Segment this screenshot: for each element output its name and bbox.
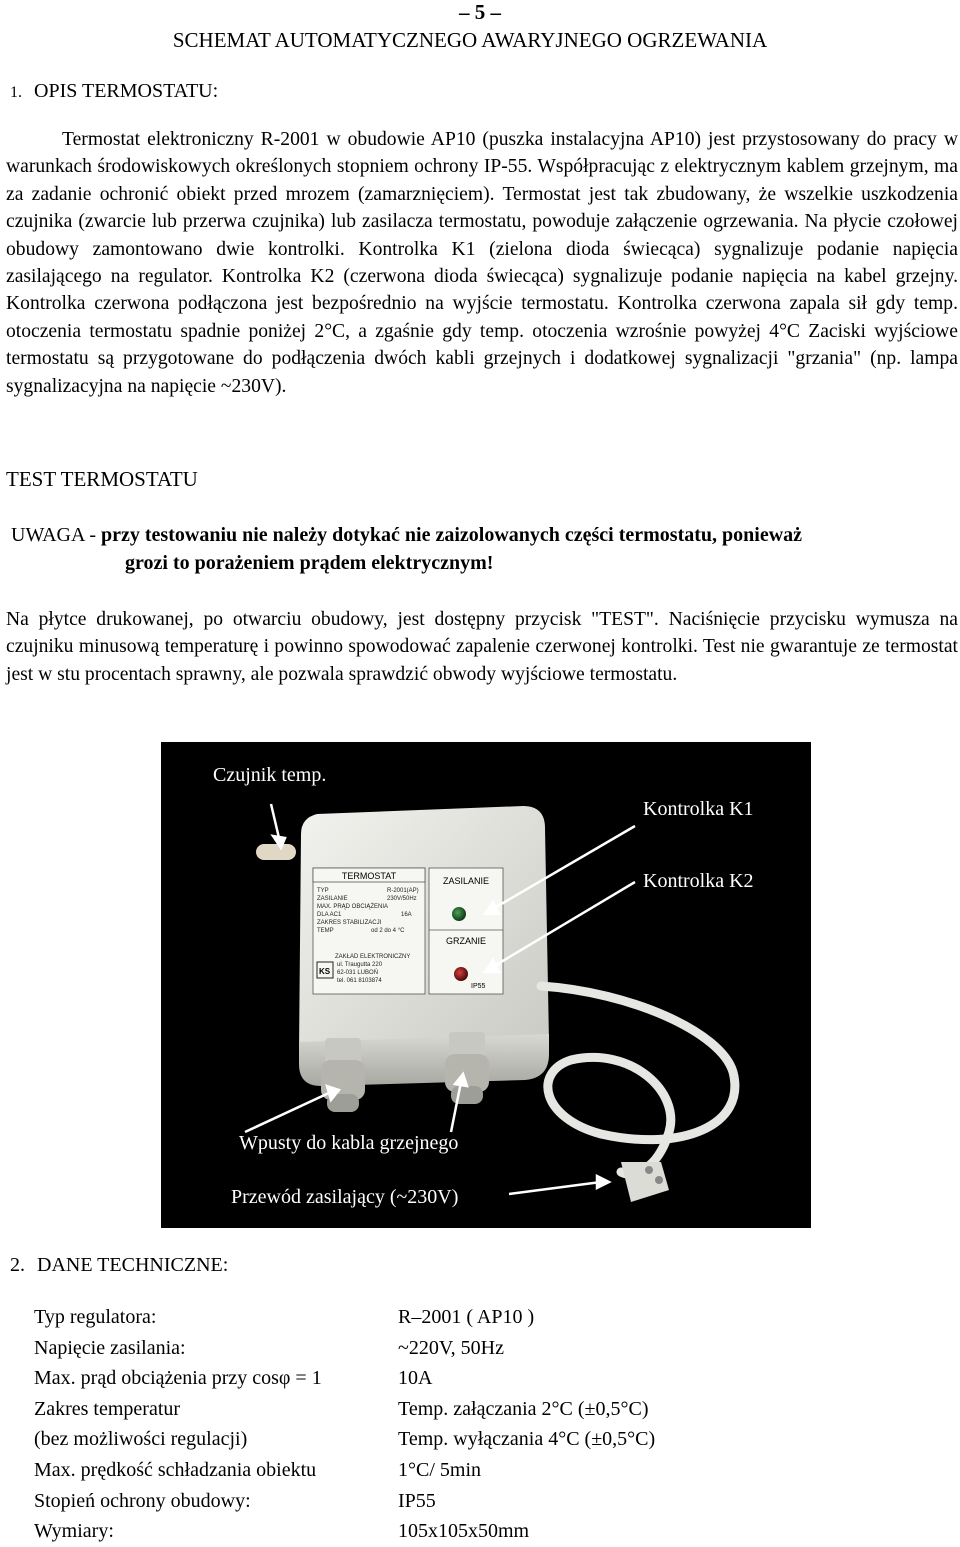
page-title: SCHEMAT AUTOMATYCZNEGO AWARYJNEGO OGRZEWANIA [172,28,768,52]
label-zakres: ZAKRES STABILIZACJI [317,920,382,926]
thermostat-description: Termostat elektroniczny R-2001 w obudowie AP10 (puszka instalacyjna AP10) jest przystosowany do pracy w warunkach środowiskowych określonych stopniem ochrony IP-55. Współpracując z elektrycznym kablem grzejnym, ma za zadanie ochronić obiekt przed mrozem (zamarznięciem). Termostat jest tak zbudowany, że wszelkie uszkodzenia czujnika (zwarcie lub przerwa czujnika) lub zasilacza termostatu, powoduje załączenie ogrzewania. Na płycie czołowej obudowy zamontowano dwie kontrolki. Kontrolka K1 (zielona dioda świecąca) sygnalizuje podanie napięcia zasilającego na regulator. Kontrolka K2 (czerwona dioda świecąca) sygnalizuje podanie napięcia na kabel grzejny. Kontrolka czerwona podłączona jest bezpośrednio na wyjście termostatu. Kontrolka czerwona zapala sił gdy temp. otoczenia termostatu spadnie poniżej 2°C, a zgaśnie gdy temp. otoczenia wzrośnie powyżej 4°C Zaciski wyjściowe termostatu są przygotowane do podłączenia dwóch kabli grzejnych i dodatkowej sygnalizacji "grzania" (np. lampa sygnalizacyjna na napięcie ~230V). [6,129,958,397]
label-temp: TEMP [317,928,334,934]
spec-label: Max. prędkość schładzania obiektu [34,1458,317,1481]
device-title: TERMOSTAT [341,871,397,881]
caption-sensor: Czujnik temp. [213,764,327,786]
spec-label: Typ regulatora: [34,1306,157,1328]
label-tel: tel. 061 8103874 [337,978,382,984]
spec-value: Temp. wyłączania 4°C (±0,5°C) [398,1428,656,1451]
caption-k2: Kontrolka K2 [643,870,754,892]
spec-value: 105x105x50mm [398,1520,530,1543]
label-typ-val: R-2001(AP) [387,888,419,894]
spec-value: ~220V, 50Hz [398,1336,505,1359]
warning-dash: - [84,524,102,546]
label-addr1: ul. Traugutta 220 [337,962,383,968]
cable-gland-left [321,1038,365,1112]
power-label: ZASILANIE [442,876,490,886]
section-number: 1. [10,84,22,101]
green-led-k1 [452,907,466,921]
label-max: MAX. PRĄD OBCIĄŻENIA [317,904,389,910]
label-temp-val: od 2 do 4 °C [371,928,405,934]
label-addr2: 62-031 LUBOŃ [337,970,379,976]
ip-label: IP55 [471,983,486,990]
spec-value: R–2001 ( AP10 ) [398,1306,535,1328]
page-number: – 5 – [459,0,501,24]
power-cable [541,986,735,1174]
cable-gland-right [445,1032,489,1104]
spec-label: Napięcie zasilania: [34,1336,186,1359]
heating-label: GRZANIE [445,936,487,946]
label-maker: ZAKŁAD ELEKTRONICZNY [335,954,411,960]
spec-value: 1°C/ 5min [398,1458,482,1481]
thermostat-photo [161,742,811,1228]
spec-label: (bez możliwości regulacji) [34,1428,248,1451]
spec-label: Max. prąd obciążenia przy cosφ = 1 [34,1367,322,1390]
spec-label: Zakres temperatur [34,1397,181,1420]
label-zasilanie-val: 230V/50Hz [387,896,417,902]
warning-line-2: grozi to porażeniem prądem elektrycznym! [125,552,494,574]
test-heading: TEST TERMOSTATU [6,467,198,491]
spec-label: Stopień ochrony obudowy: [34,1489,251,1512]
label-dla-val: 16A [401,912,412,918]
label-zasilanie: ZASILANIE [317,896,348,902]
spec-value: IP55 [398,1489,436,1512]
warning-label: UWAGA [11,524,85,546]
label-typ: TYP [317,888,329,894]
section-number: 2. [10,1254,25,1276]
section-1-heading [10,80,218,103]
section-2-heading [10,1254,228,1277]
spec-value: Temp. załączania 2°C (±0,5°C) [398,1397,649,1420]
spec-label: Wymiary: [34,1520,114,1543]
caption-glands: Wpusty do kabla grzejnego [239,1132,459,1154]
section-title: OPIS TERMOSTATU: [34,80,219,102]
label-dla: DLA AC1 [317,912,342,918]
warning-line-1: przy testowaniu nie należy dotykać nie zaizolowanych części termostatu, ponieważ [101,524,803,546]
maker-logo-text: KS [319,967,331,976]
red-led-k2 [454,967,468,981]
warning-block [11,521,956,577]
test-description: Na płytce drukowanej, po otwarciu obudowy, jest dostępny przycisk "TEST". Naciśnięcie przycisku wymusza na czujniku minusową temperaturę i powinno spowodować zapalenie czerwonej kontrolki. Test nie gwarantuje ze termostat jest w stu procentach sprawny, ale pozwala sprawdzić obwody wyjściowe termostatu. [6,609,958,685]
spec-value: 10A [398,1367,433,1390]
caption-k1: Kontrolka K1 [643,798,754,820]
sensor-probe [256,844,296,860]
caption-power-cable: Przewód zasilający (~230V) [231,1186,459,1208]
section-title: DANE TECHNICZNE: [37,1254,229,1276]
